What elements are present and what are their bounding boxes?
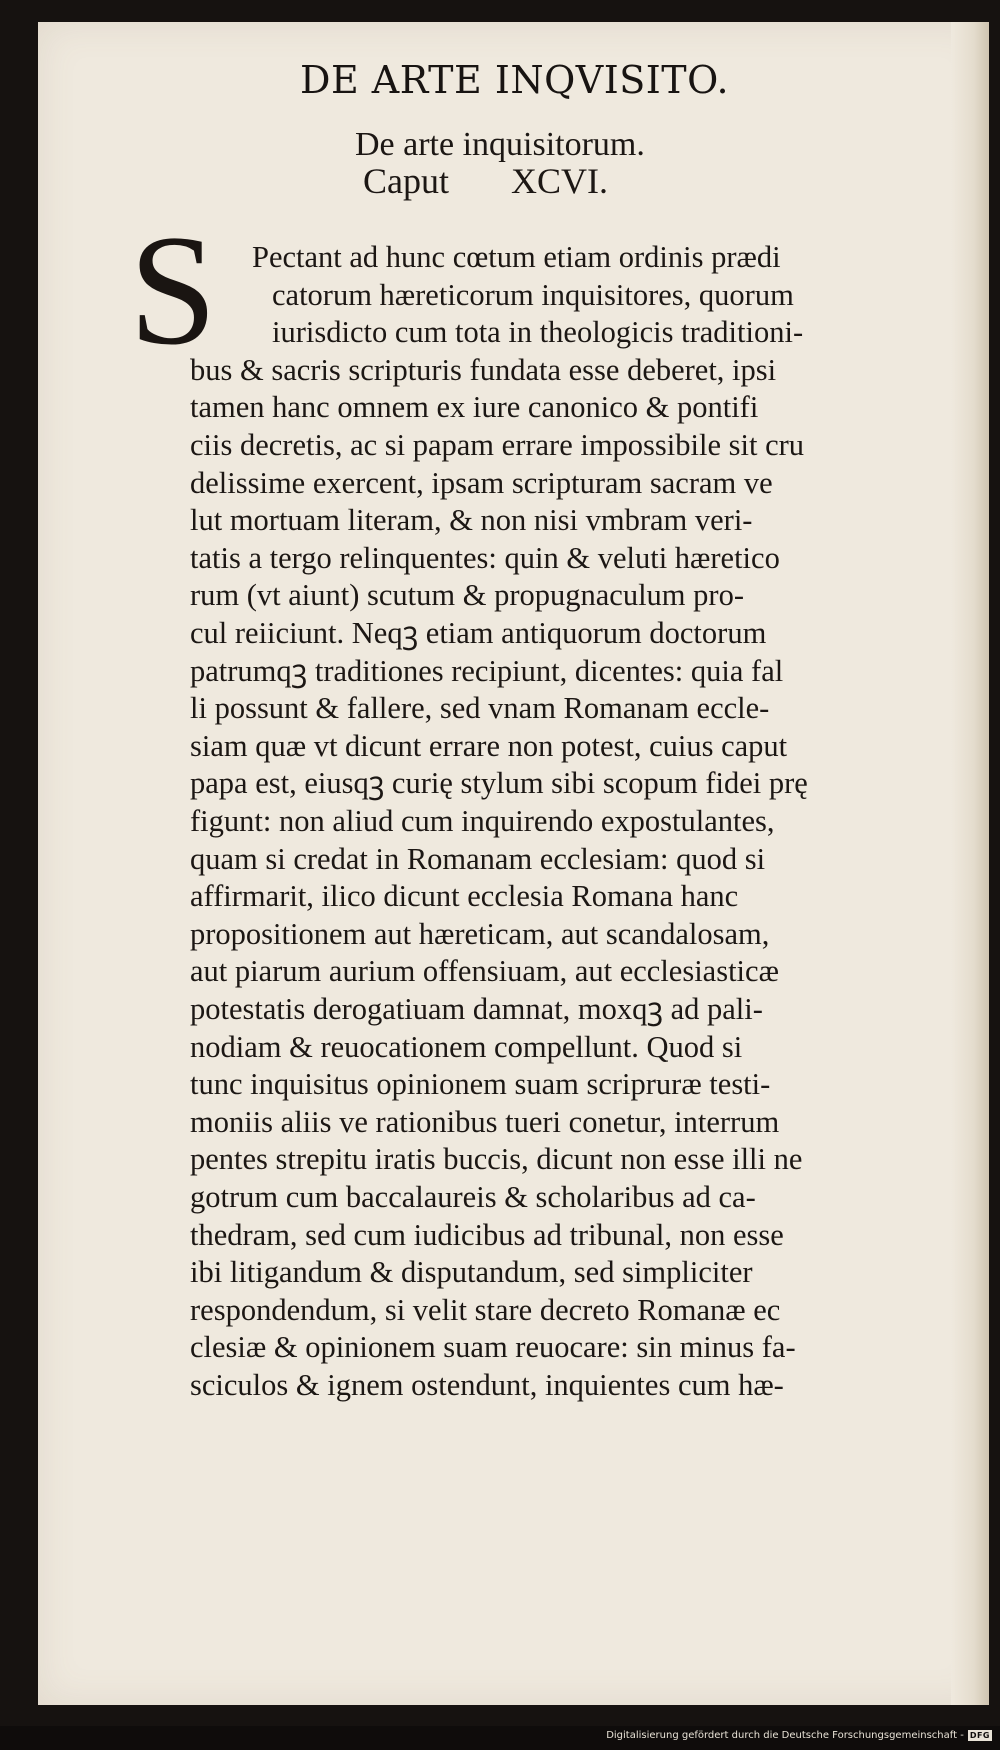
text-line: quam si credat in Romanam ecclesiam: quod si bbox=[190, 841, 766, 876]
text-line: tamen hanc omnem ex iure canonico & pontifi bbox=[190, 390, 759, 425]
text-line: propositionem aut hæreticam, aut scandalosam, bbox=[190, 916, 770, 951]
text-line: ibi litigandum & disputandum, sed simpliciter bbox=[190, 1255, 753, 1290]
chapter-title: De arte inquisitorum. bbox=[355, 126, 645, 163]
running-head: DE ARTE INQVISITO. bbox=[300, 58, 730, 102]
chapter-label: Caput bbox=[363, 161, 449, 201]
text-line: potestatis derogatiuam damnat, moxqꝫ ad pali- bbox=[190, 992, 763, 1026]
digitization-credit bbox=[606, 1730, 992, 1741]
text-line: catorum hæreticorum inquisitores, quorum bbox=[272, 277, 794, 312]
text-line: moniis aliis ve rationibus tueri conetur, interrum bbox=[190, 1104, 780, 1139]
text-line: siam quæ vt dicunt errare non potest, cuius caput bbox=[190, 728, 788, 763]
text-line: patrumqꝫ traditiones recipiunt, dicentes: quia fal bbox=[190, 653, 784, 688]
text-line: ciis decretis, ac si papam errare impossibile sit cru bbox=[190, 428, 805, 462]
text-line: thedram, sed cum iudicibus ad tribunal, non esse bbox=[190, 1217, 784, 1252]
text-line: respondendum, si velit stare decreto Romanæ ec bbox=[190, 1292, 781, 1327]
chapter-number: XCVI. bbox=[511, 161, 608, 201]
text-line: sciculos & ignem ostendunt, inquientes cum hæ- bbox=[190, 1368, 784, 1402]
text-line: gotrum cum baccalaureis & scholaribus ad ca- bbox=[190, 1180, 756, 1214]
text-line: rum (vt aiunt) scutum & propugnaculum pro- bbox=[190, 578, 744, 613]
text-line: clesiæ & opinionem suam reuocare: sin minus fa- bbox=[190, 1330, 796, 1365]
credit-text: Digitalisierung gefördert durch die Deutsche Forschungsgemeinschaft - bbox=[606, 1730, 964, 1741]
text-line: nodiam & reuocationem compellunt. Quod si bbox=[190, 1029, 743, 1064]
text-line: bus & sacris scripturis fundata esse deberet, ipsi bbox=[190, 352, 777, 387]
text-line: aut piarum aurium offensiuam, aut ecclesiasticæ bbox=[190, 954, 779, 989]
text-line: affirmarit, ilico dicunt ecclesia Romana hanc bbox=[190, 879, 739, 914]
text-line: li possunt & fallere, sed vnam Romanam eccle- bbox=[190, 691, 770, 726]
text-line: lut mortuam literam, & non nisi vmbram veri- bbox=[190, 503, 753, 538]
text-line: cul reiiciunt. Neqꝫ etiam antiquorum doctorum bbox=[190, 616, 767, 650]
text-line: delissime exercent, ipsam scripturam sacram ve bbox=[190, 465, 773, 500]
text-line: pentes strepitu iratis buccis, dicunt non esse illi ne bbox=[190, 1142, 803, 1177]
text-line: papa est, eiusqꝫ curię stylum sibi scopum fidei prę bbox=[190, 766, 808, 801]
text-line: tatis a tergo relinquentes: quin & veluti hæretico bbox=[190, 540, 780, 575]
drop-cap-initial: S bbox=[129, 203, 217, 378]
text-line: iurisdicto cum tota in theologicis traditioni- bbox=[272, 315, 804, 350]
dfg-logo: DFG bbox=[969, 1731, 990, 1740]
text-line: Pectant ad hunc cœtum etiam ordinis prædi bbox=[252, 240, 781, 274]
text-line: tunc inquisitus opinionem suam scripruræ testi- bbox=[190, 1067, 771, 1102]
text-line: figunt: non aliud cum inquirendo expostulantes, bbox=[190, 804, 775, 838]
